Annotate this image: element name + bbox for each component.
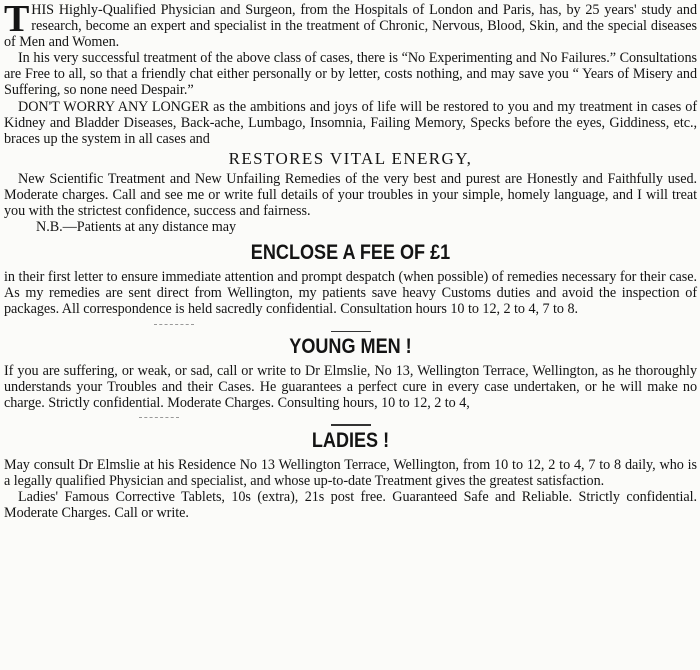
heading-rule	[331, 331, 371, 333]
dont-worry-paragraph: DON'T WORRY ANY LONGER as the ambitions and joys of life will be restored to you and my treatment in cases of Kidney and Bladder Diseases, Back-ache, Lumbago, Insomnia, Failing Memory, Specks before the eyes, Giddiness, etc., braces up the system in all cases and	[4, 98, 697, 147]
drop-cap-letter: T	[4, 0, 30, 40]
enclose-fee-heading: ENCLOSE A FEE OF £1	[250, 241, 451, 265]
young-men-paragraph: If you are suffering, or weak, or sad, call or write to Dr Elmslie, No 13, Wellington Terrace, Wellington, as he thoroughly understands your Troubles and their Cases. He guarantees a perfect cure in every case undertaken, or he will make no charge. Strictly confidential. Moderate Charges. Consulting hours, 10 to 12, 2 to 4,	[4, 363, 697, 412]
heading-rule	[331, 424, 371, 426]
success-paragraph: In his very successful treatment of the above class of cases, there is “No Experimenting and No Failures.” Consultations are Free to all, so that a friendly chat either personally or by letter, costs nothing, and may save you “ Years of Misery and Suffering, so none need Despair.”	[4, 50, 697, 99]
ladies-paragraph: May consult Dr Elmslie at his Residence No 13 Wellington Terrace, Wellington, from 10 to 12, 2 to 4, 7 to 8 daily, who is a legally qualified Physician and specialist, and whose up-to-date Treatment gives the greatest satisfaction.	[4, 456, 697, 489]
restores-vital-energy-heading: RESTORES VITAL ENERGY,	[228, 148, 473, 168]
first-letter-paragraph: in their first letter to ensure immediate attention and prompt despatch (when possible) of remedies necessary for their case. As my remedies are sent direct from Wellington, my patients save heavy Customs duties and avoid the inspection of packages. All correspondence is held sacredly confidential. Consultation hours 10 to 12, 2 to 4, 7 to 8.	[4, 269, 697, 318]
young-men-heading: YOUNG MEN !	[289, 335, 412, 358]
intro-text: HIS Highly-Qualified Physician and Surgeon, from the Hospitals of London and Paris, has, by 25 years' study and research, become an expert and specialist in the treatment of Chronic, Nervous, Blood, Skin, and the special diseases of Men and Women.	[4, 2, 697, 51]
ladies-heading: LADIES !	[311, 428, 390, 452]
tablets-paragraph: Ladies' Famous Corrective Tablets, 10s (extra), 21s post free. Guaranteed Safe and Reliable. Strictly confidential. Moderate Charges. Call or write.	[4, 488, 697, 522]
intro-paragraph	[4, 2, 697, 50]
new-treatment-paragraph: New Scientific Treatment and New Unfailing Remedies of the very best and purest are Honestly and Faithfully used. Moderate charges. Call and see me or write full details of your troubles in your simple, homely language, and I will treat you with the strictest confidence, success and fairness.	[4, 170, 697, 220]
nb-paragraph: N.B.—Patients at any distance may	[36, 219, 237, 236]
